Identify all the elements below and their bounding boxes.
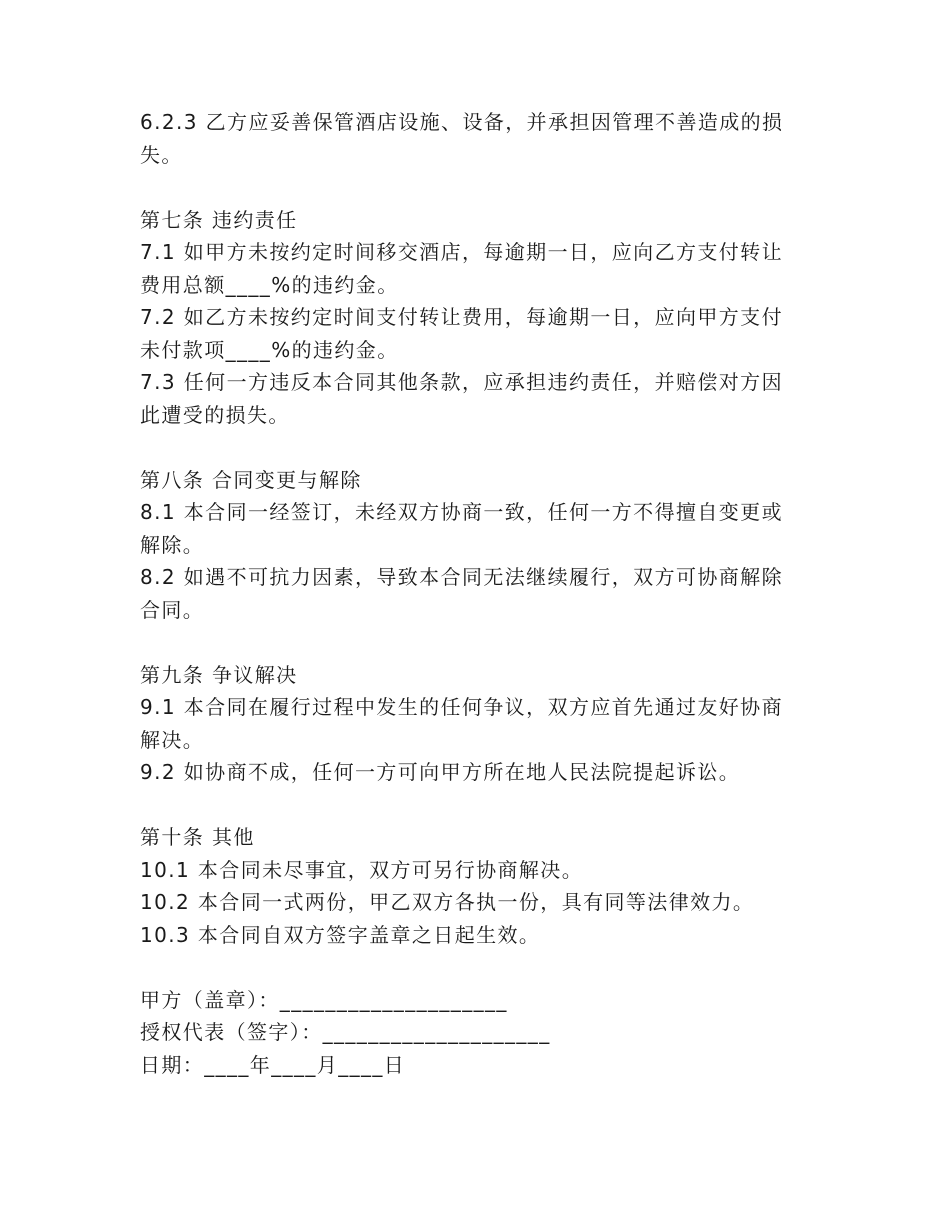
clause-6-2-3: 6.2.3 乙方应妥善保管酒店设施、设备，并承担因管理不善造成的损失。 [140, 110, 784, 167]
section-8-amendment-termination [140, 464, 800, 627]
section-7-breach-liability [140, 204, 800, 432]
party-a-seal-line: 甲方（盖章）：____________________ [140, 987, 508, 1012]
clause-7-3: 7.3 任何一方违反本合同其他条款，应承担违约责任，并赔偿对方因此遭受的损失。 [140, 370, 783, 427]
clause-7-1: 7.1 如甲方未按约定时间移交酒店，每逾期一日，应向乙方支付转让费用总额____%的违约金。 [140, 240, 783, 297]
clause-7-2: 7.2 如乙方未按约定时间支付转让费用，每逾期一日，应向甲方支付未付款项____%的违约金。 [140, 305, 783, 362]
spacer [140, 431, 800, 464]
spacer [140, 789, 800, 822]
section-heading: 第七条 违约责任 [140, 207, 298, 232]
representative-signature-line: 授权代表（签字）：____________________ [140, 1020, 551, 1044]
date-line: 日期：____年____月____日 [140, 1052, 406, 1077]
section-10-miscellaneous [140, 821, 800, 951]
section-heading: 第十条 其他 [140, 825, 255, 849]
clause-9-1: 9.1 本合同在履行过程中发生的任何争议，双方应首先通过友好协商解决。 [140, 695, 783, 752]
clause-10-2: 10.2 本合同一式两份，甲乙双方各执一份，具有同等法律效力。 [140, 890, 755, 914]
clause-8-1: 8.1 本合同一经签订，未经双方协商一致，任何一方不得擅自变更或解除。 [140, 500, 783, 557]
contract-page [140, 106, 800, 1081]
clause-10-3: 10.3 本合同自双方签字盖章之日起生效。 [140, 922, 541, 947]
spacer [140, 951, 800, 984]
spacer [140, 171, 800, 204]
clause-8-2: 8.2 如遇不可抗力因素，导致本合同无法继续履行，双方可协商解除合同。 [140, 565, 783, 622]
signature-block [140, 984, 800, 1082]
section-heading: 第八条 合同变更与解除 [140, 467, 362, 492]
clause-9-2: 9.2 如协商不成，任何一方可向甲方所在地人民法院提起诉讼。 [140, 760, 741, 784]
section-heading: 第九条 争议解决 [140, 662, 298, 687]
section-9-dispute-resolution [140, 659, 800, 789]
spacer [140, 626, 800, 659]
clause-10-1: 10.1 本合同未尽事宜，双方可另行协商解决。 [140, 857, 584, 882]
